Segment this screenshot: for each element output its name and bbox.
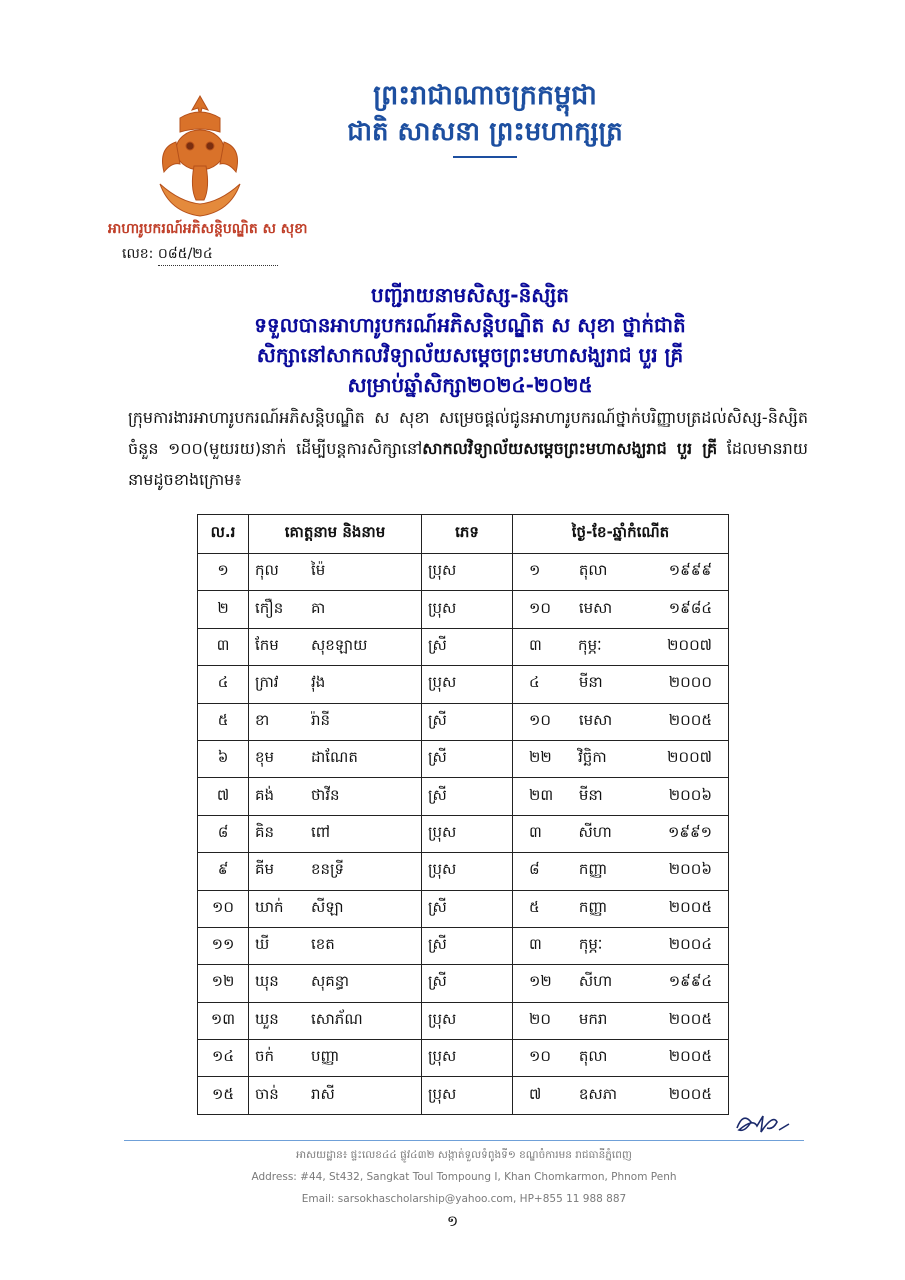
footer	[124, 1144, 804, 1210]
student-sex: ប្រុស	[422, 1077, 513, 1114]
dob-day: ១០	[529, 598, 551, 617]
table-row	[198, 927, 729, 964]
table-row	[198, 890, 729, 927]
table-row	[198, 1002, 729, 1039]
dob-month: មេសា	[578, 598, 613, 617]
date-of-birth	[513, 554, 729, 591]
dob-year: ២០០៧	[667, 635, 712, 654]
student-sex: ស្រី	[422, 890, 513, 927]
family-name: កែម	[255, 635, 279, 654]
date-of-birth	[513, 1040, 729, 1077]
dob-month: ឧសភា	[578, 1084, 617, 1103]
title-line-4: សម្រាប់ឆ្នាំសិក្សា២០២៤-២០២៥	[347, 373, 593, 397]
student-name	[249, 554, 422, 591]
dob-year: ១៩៩១	[668, 822, 712, 841]
table-row	[198, 853, 729, 890]
table-body	[198, 554, 729, 1115]
dob-year: ២០០០	[668, 673, 712, 692]
row-number: ២	[198, 591, 249, 628]
student-name	[249, 703, 422, 740]
dob-month: សីហា	[578, 822, 612, 841]
student-sex: ប្រុស	[422, 591, 513, 628]
table-row	[198, 591, 729, 628]
student-name	[249, 853, 422, 890]
dob-month: សីហា	[578, 972, 613, 991]
dob-year: ២០០៥	[668, 897, 712, 916]
family-name: ចាន់	[255, 1084, 279, 1103]
footer-contact: Email: sarsokhascholarship@yahoo.com, HP+855 11 988 887	[301, 1193, 627, 1205]
student-name	[249, 1002, 422, 1039]
given-name: ម៉ៃ	[311, 561, 326, 580]
student-sex: ប្រុស	[422, 1040, 513, 1077]
dob-month: កញ្ញា	[578, 897, 608, 916]
header-no: ល.រ	[198, 515, 249, 554]
dob-month: តុលា	[578, 561, 608, 580]
student-sex: ប្រុស	[422, 815, 513, 852]
student-sex: ស្រី	[422, 740, 513, 777]
given-name: រាសី	[311, 1084, 335, 1103]
reference-number	[122, 244, 278, 266]
dob-month: វិច្ឆិកា	[578, 748, 607, 767]
date-of-birth	[513, 591, 729, 628]
given-name: ដាណែត	[311, 748, 358, 767]
date-of-birth	[513, 628, 729, 665]
dob-month: មីនា	[578, 673, 603, 692]
dob-year: ១៩៩៩	[668, 561, 712, 580]
page-number: ១	[446, 1212, 459, 1230]
dob-day: ៣	[529, 822, 542, 841]
dob-day: ៨	[529, 860, 540, 879]
dob-month: មករា	[578, 1009, 608, 1028]
row-number: ១៣	[198, 1002, 249, 1039]
family-name: គីម	[255, 860, 275, 879]
date-of-birth	[513, 703, 729, 740]
student-sex: ស្រី	[422, 703, 513, 740]
date-of-birth	[513, 740, 729, 777]
header-sex: ភេទ	[422, 515, 513, 554]
header-dob: ថ្ងៃ-ខែ-ឆ្នាំកំណើត	[513, 515, 729, 554]
student-name	[249, 890, 422, 927]
student-name	[249, 591, 422, 628]
dob-month: មេសា	[578, 710, 613, 729]
dob-day: ៥	[529, 897, 540, 916]
reference-label: លេខ:	[122, 246, 154, 262]
date-of-birth	[513, 965, 729, 1002]
row-number: ១៥	[198, 1077, 249, 1114]
family-name: គង់	[255, 785, 275, 804]
given-name: គា	[311, 598, 326, 617]
given-name: ពៅ	[311, 822, 331, 841]
row-number: ៣	[198, 628, 249, 665]
row-number: ៥	[198, 703, 249, 740]
given-name: បញ្ញា	[311, 1047, 340, 1066]
dob-year: ២០០៥	[668, 1047, 712, 1066]
intro-part-2: ដែលមានរាយនាមដូចខាងក្រោម៖	[128, 439, 809, 489]
dob-day: ៤	[529, 673, 540, 692]
dob-year: ២០០៥	[668, 1009, 712, 1028]
row-number: ៩	[198, 853, 249, 890]
table-row	[198, 666, 729, 703]
table-row	[198, 628, 729, 665]
dob-year: ២០០៥	[668, 1084, 712, 1103]
table-row	[198, 1040, 729, 1077]
table-row	[198, 815, 729, 852]
given-name: ថាវីន	[311, 785, 340, 804]
intro-part-1: ក្រុមការងារអាហារូបករណ៍អភិសន្តិបណ្ឌិត ស សុខា សម្រេចផ្តល់ជូនអាហារូបករណ៍ថ្នាក់បរិញ្ញាបត្រដល់សិស្ស-និស្សិតចំនួន ១០០(មួយរយ)នាក់ ដើម្បីបន្តការសិក្សានៅ	[128, 408, 808, 458]
family-name: ឃី	[255, 935, 270, 954]
row-number: ៧	[198, 778, 249, 815]
document-title	[150, 280, 790, 400]
student-sex: ប្រុស	[422, 554, 513, 591]
family-name: ឃាក់	[255, 897, 284, 916]
table-row	[198, 1077, 729, 1114]
student-name	[249, 778, 422, 815]
dob-year: ២០០៤	[668, 935, 712, 954]
date-of-birth	[513, 927, 729, 964]
dob-year: ២០០៥	[668, 710, 712, 729]
table-row	[198, 740, 729, 777]
family-name: ចក់	[255, 1047, 275, 1066]
dob-day: ៣	[529, 935, 542, 954]
student-list-table	[197, 514, 729, 1115]
dob-year: ១៩៩៤	[668, 972, 712, 991]
title-line-1: បញ្ជីរាយនាមសិស្ស-និស្សិត	[371, 283, 569, 307]
dob-month: មីនា	[578, 785, 603, 804]
dob-year: ២០០៦	[668, 860, 712, 879]
given-name: សុខឡាយ	[311, 635, 368, 654]
student-name	[249, 666, 422, 703]
dob-day: ២២	[529, 748, 552, 767]
student-name	[249, 1040, 422, 1077]
given-name: សីឡា	[311, 897, 344, 916]
family-name: កុល	[255, 561, 279, 580]
date-of-birth	[513, 778, 729, 815]
student-sex: ស្រី	[422, 778, 513, 815]
row-number: ១៤	[198, 1040, 249, 1077]
dob-month: កុម្ភៈ	[578, 635, 602, 654]
dob-day: ២៣	[529, 785, 554, 804]
title-line-3: សិក្សានៅសាកលវិទ្យាល័យសម្តេចព្រះមហាសង្ឃរាជ បួរ គ្រី	[256, 343, 684, 367]
header-name: គោត្តនាម និងនាម	[249, 515, 422, 554]
footer-address-km: អាសយដ្ឋាន៖ ផ្ទះលេខ៤៤ ផ្លូវ៤៣២ សង្កាត់ទួលទំពូងទី១ ខណ្ឌចំការមន រាជធានីភ្នំពេញ	[296, 1149, 632, 1161]
student-sex: ស្រី	[422, 927, 513, 964]
dob-day: ១២	[529, 972, 552, 991]
date-of-birth	[513, 853, 729, 890]
given-name: ខនទ្រី	[311, 860, 345, 879]
family-name: គិន	[255, 822, 275, 841]
title-line-2: ទទួលបានអាហារូបករណ៍អភិសន្តិបណ្ឌិត ស សុខា ថ្នាក់ជាតិ	[254, 313, 686, 337]
scholarship-emblem-logo	[150, 92, 250, 220]
row-number: ១	[198, 554, 249, 591]
ornament-divider	[453, 156, 517, 158]
student-name	[249, 1077, 422, 1114]
given-name: ខេត	[311, 935, 335, 954]
row-number: ១១	[198, 927, 249, 964]
family-name: កឿន	[255, 598, 284, 617]
footer-address-en: Address: #44, St432, Sangkat Toul Tompoung I, Khan Chomkarmon, Phnom Penh	[251, 1171, 677, 1183]
student-sex: ស្រី	[422, 628, 513, 665]
organization-name: អាហារូបករណ៍អភិសន្តិបណ្ឌិត ស សុខា	[108, 221, 308, 237]
national-motto: ជាតិ សាសនា ព្រះមហាក្សត្រ	[347, 117, 623, 147]
date-of-birth	[513, 666, 729, 703]
kingdom-header	[290, 78, 680, 158]
student-sex: ស្រី	[422, 965, 513, 1002]
dob-year: ២០០៧	[667, 748, 712, 767]
student-name	[249, 628, 422, 665]
row-number: ១០	[198, 890, 249, 927]
table-row	[198, 554, 729, 591]
row-number: ៦	[198, 740, 249, 777]
student-name	[249, 927, 422, 964]
family-name: ខុម	[255, 748, 275, 767]
family-name: ឃុន	[255, 972, 279, 991]
family-name: ឃួន	[255, 1009, 279, 1028]
date-of-birth	[513, 890, 729, 927]
handwritten-signature	[733, 1108, 793, 1138]
dob-month: កញ្ញា	[578, 860, 608, 879]
student-sex: ប្រុស	[422, 853, 513, 890]
given-name: រ៉ានី	[311, 710, 331, 729]
dob-year: ១៩៨៤	[668, 598, 712, 617]
table-row	[198, 778, 729, 815]
dob-month: កុម្ភៈ	[578, 935, 603, 954]
student-name	[249, 815, 422, 852]
dob-day: ១០	[529, 1047, 551, 1066]
given-name: វុង	[311, 673, 326, 692]
family-name: ខា	[255, 710, 270, 729]
date-of-birth	[513, 815, 729, 852]
table-header-row	[198, 515, 729, 554]
given-name: សុគន្ធា	[311, 972, 350, 991]
dob-day: ១០	[529, 710, 551, 729]
student-name	[249, 965, 422, 1002]
student-name	[249, 740, 422, 777]
family-name: ក្រាវ	[255, 673, 279, 692]
dob-day: ៣	[529, 635, 542, 654]
dob-day: ៧	[529, 1084, 542, 1103]
dob-day: ២០	[529, 1009, 551, 1028]
student-sex: ប្រុស	[422, 1002, 513, 1039]
footer-divider	[124, 1140, 804, 1141]
row-number: ៤	[198, 666, 249, 703]
dob-month: តុលា	[578, 1047, 608, 1066]
intro-university: សាកលវិទ្យាល័យសម្តេចព្រះមហាសង្ឃរាជ បួរ គ្រី	[422, 439, 718, 458]
kingdom-title: ព្រះរាជាណាចក្រកម្ពុជា	[373, 80, 597, 111]
table-row	[198, 965, 729, 1002]
intro-paragraph	[128, 402, 808, 495]
dob-year: ២០០៦	[668, 785, 712, 804]
date-of-birth	[513, 1077, 729, 1114]
dob-day: ១	[529, 561, 541, 580]
date-of-birth	[513, 1002, 729, 1039]
table-row	[198, 703, 729, 740]
given-name: សោភ័ណ	[311, 1009, 363, 1028]
row-number: ១២	[198, 965, 249, 1002]
reference-value: ០៨៥/២៤	[158, 244, 278, 266]
row-number: ៨	[198, 815, 249, 852]
student-sex: ប្រុស	[422, 666, 513, 703]
